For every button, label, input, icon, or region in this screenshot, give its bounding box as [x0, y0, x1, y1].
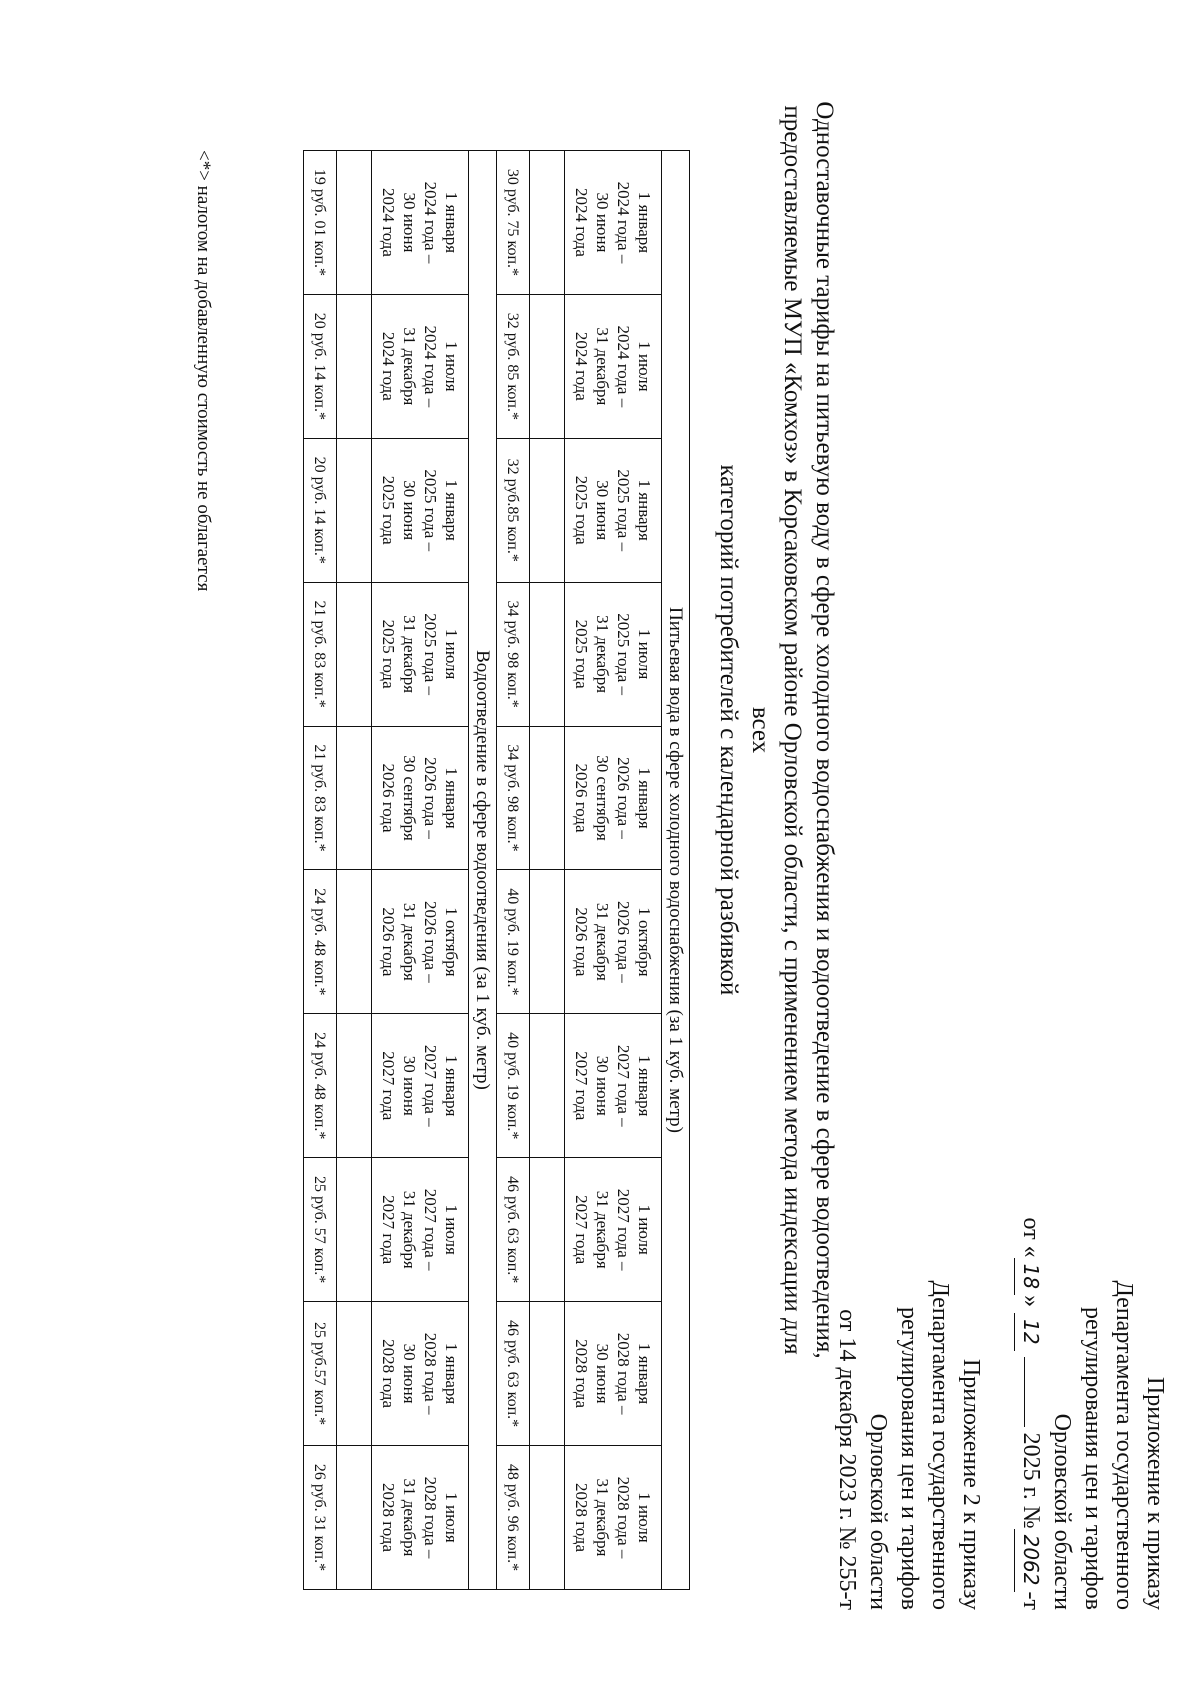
- date-suffix: 2025 г. №: [1018, 1432, 1044, 1529]
- water-price-cell: 34 руб. 98 коп.*: [497, 726, 530, 870]
- spacer-cell: [337, 1158, 372, 1302]
- period-line: 2027 года: [572, 1195, 591, 1265]
- period-line: 30 июня: [400, 480, 419, 541]
- period-line: 30 сентября: [400, 755, 419, 841]
- spacer-cell: [337, 582, 372, 726]
- period-line: 2028 года –: [421, 1476, 440, 1559]
- rotated-content: [30, 30, 1170, 1610]
- period-line: 31 декабря: [400, 327, 419, 406]
- sewer-section-header: Водоотведение в сфере водоотведения (за 1 куб. метр): [469, 151, 497, 1590]
- period-line: 30 июня: [593, 1343, 612, 1404]
- water-period-row: [565, 151, 662, 1590]
- period-line: 30 июня: [593, 1055, 612, 1116]
- period-line: 2025 года: [572, 475, 591, 545]
- sewer-price-cell: 25 руб. 57 коп.*: [304, 1158, 337, 1302]
- period-line: 30 июня: [400, 1343, 419, 1404]
- period-line: 31 декабря: [400, 1478, 419, 1557]
- date-blank-line: [1024, 1357, 1025, 1427]
- period-line: 1 октября: [635, 907, 654, 977]
- spacer-cell: [530, 870, 565, 1014]
- spacer-cell: [337, 151, 372, 295]
- footnote: <*> налогом на добавленную стоимость не облагается: [193, 150, 214, 592]
- appendix-current-line1: Приложение к приказу: [1142, 1376, 1168, 1610]
- document-title: [712, 100, 840, 1360]
- period-line: 31 декабря: [593, 1478, 612, 1557]
- period-line: 30 июня: [400, 1055, 419, 1116]
- sewer-price-cell: 20 руб. 14 коп.*: [304, 294, 337, 438]
- sewer-period-spacer: [337, 151, 372, 1590]
- water-price-cell: 40 руб. 19 коп.*: [497, 870, 530, 1014]
- water-price-cell: 30 руб. 75 коп.*: [497, 151, 530, 295]
- water-section-header: Питьевая вода в сфере холодного водоснабжения (за 1 куб. метр): [662, 151, 690, 1590]
- period-line: 1 января: [635, 191, 654, 254]
- handwritten-day: 18: [1014, 1258, 1046, 1295]
- appendix-current-line2: Департамента государственного: [1111, 1280, 1137, 1610]
- sewer-period-cell: [372, 1158, 469, 1302]
- water-period-cell: [565, 726, 662, 870]
- water-period-cell: [565, 870, 662, 1014]
- appendix-prev-line5: от 14 декабря 2023 г. № 255-т: [834, 1309, 860, 1610]
- period-line: 31 декабря: [400, 902, 419, 981]
- period-line: 2024 года –: [421, 325, 440, 408]
- spacer-cell: [530, 1446, 565, 1590]
- title-line1: Одноставочные тарифы на питьевую воду в сфере холодного водоснабжения и водоотведение в сфере водоотведения,: [811, 101, 838, 1359]
- period-line: 2024 года: [572, 331, 591, 401]
- spacer-cell: [530, 726, 565, 870]
- sewer-price-row: [304, 151, 337, 1590]
- spacer-cell: [530, 1302, 565, 1446]
- sewer-period-cell: [372, 870, 469, 1014]
- appendix-prev-line4: Орловской области: [865, 1413, 891, 1610]
- period-line: 2027 года –: [614, 1188, 633, 1271]
- period-line: 1 января: [442, 1342, 461, 1405]
- period-line: 30 июня: [593, 480, 612, 541]
- water-price-row: [497, 151, 530, 1590]
- sewer-price-cell: 20 руб. 14 коп.*: [304, 438, 337, 582]
- water-period-cell: [565, 1014, 662, 1158]
- period-line: 1 июля: [442, 628, 461, 680]
- spacer-cell: [337, 294, 372, 438]
- period-line: 2028 года –: [421, 1332, 440, 1415]
- appendix-current-date: [1014, 1050, 1046, 1610]
- period-line: 1 января: [635, 479, 654, 541]
- period-line: 1 октября: [442, 907, 461, 977]
- period-line: 31 декабря: [593, 902, 612, 981]
- period-line: 2028 года: [572, 1339, 591, 1409]
- period-line: 1 июля: [442, 1204, 461, 1255]
- period-line: 2027 года: [379, 1195, 398, 1265]
- appendix-headers: [831, 1050, 1170, 1610]
- period-line: 2027 года: [379, 1051, 398, 1121]
- period-line: 1 января: [635, 1342, 654, 1405]
- sewer-period-cell: [372, 726, 469, 870]
- sewer-period-cell: [372, 1302, 469, 1446]
- period-line: 1 июля: [635, 1204, 654, 1255]
- period-line: 30 сентября: [593, 755, 612, 841]
- water-price-cell: 34 руб. 98 коп.*: [497, 582, 530, 726]
- period-line: 2024 года: [379, 331, 398, 401]
- period-line: 2028 года –: [614, 1332, 633, 1415]
- period-line: 30 июня: [400, 192, 419, 253]
- sewer-period-cell: [372, 151, 469, 295]
- period-line: 2025 года –: [421, 613, 440, 695]
- sewer-price-cell: 25 руб.57 коп.*: [304, 1302, 337, 1446]
- water-period-cell: [565, 294, 662, 438]
- spacer-cell: [337, 1446, 372, 1590]
- period-line: 2028 года: [379, 1483, 398, 1553]
- spacer-cell: [337, 1014, 372, 1158]
- water-period-cell: [565, 1446, 662, 1590]
- period-line: 2024 года: [379, 187, 398, 257]
- period-line: 2026 года: [379, 763, 398, 833]
- sewer-price-cell: 26 руб. 31 коп.*: [304, 1446, 337, 1590]
- spacer-cell: [337, 438, 372, 582]
- period-line: 31 декабря: [400, 615, 419, 694]
- sewer-price-cell: 24 руб. 48 коп.*: [304, 1014, 337, 1158]
- appendix-current-line3: регулирования цен и тарифов: [1080, 1307, 1106, 1610]
- spacer-cell: [337, 726, 372, 870]
- period-line: 31 декабря: [593, 1190, 612, 1269]
- period-line: 2025 года –: [614, 613, 633, 695]
- period-line: 1 января: [442, 1055, 461, 1117]
- period-line: 2026 года –: [614, 901, 633, 983]
- spacer-cell: [337, 870, 372, 1014]
- period-line: 2027 года: [572, 1051, 591, 1121]
- sewer-period-cell: [372, 582, 469, 726]
- period-line: 2027 года –: [421, 1044, 440, 1127]
- period-line: 31 декабря: [593, 327, 612, 406]
- title-line2: предоставляемые МУП «Комхоз» в Корсаковском районе Орловской области, с применением метода индексации для всех: [747, 105, 806, 1355]
- period-line: 2027 года –: [614, 1044, 633, 1127]
- period-line: 2024 года: [572, 187, 591, 257]
- spacer-cell: [530, 151, 565, 295]
- period-line: 2024 года –: [614, 181, 633, 264]
- sewer-price-cell: 21 руб. 83 коп.*: [304, 726, 337, 870]
- sewer-price-cell: 24 руб. 48 коп.*: [304, 870, 337, 1014]
- period-line: 2026 года –: [421, 757, 440, 839]
- water-period-cell: [565, 1302, 662, 1446]
- sewer-price-cell: 21 руб. 83 коп.*: [304, 582, 337, 726]
- sewer-period-cell: [372, 438, 469, 582]
- water-period-cell: [565, 438, 662, 582]
- appendix-current-line4: Орловской области: [1049, 1413, 1075, 1610]
- period-line: 1 июля: [442, 1492, 461, 1543]
- water-section-header-row: [662, 151, 690, 1590]
- handwritten-month: 12: [1014, 1313, 1046, 1350]
- period-line: 1 января: [635, 1055, 654, 1117]
- water-period-spacer: [530, 151, 565, 1590]
- sewer-period-cell: [372, 294, 469, 438]
- water-period-cell: [565, 151, 662, 295]
- spacer-cell: [530, 582, 565, 726]
- water-price-cell: 48 руб. 96 коп.*: [497, 1446, 530, 1590]
- period-line: 2028 года: [379, 1339, 398, 1409]
- appendix-prev-line3: регулирования цен и тарифов: [896, 1307, 922, 1610]
- sewer-period-row: [372, 151, 469, 1590]
- period-line: 31 декабря: [400, 1190, 419, 1269]
- period-line: 2026 года –: [421, 901, 440, 983]
- period-line: 30 июня: [593, 192, 612, 253]
- appendix-prev: [831, 1050, 986, 1610]
- appendix-prev-line2: Департамента государственного: [927, 1280, 953, 1610]
- water-period-cell: [565, 582, 662, 726]
- period-line: 2026 года –: [614, 757, 633, 839]
- appendix-prev-line1: Приложение 2 к приказу: [958, 1358, 984, 1610]
- period-line: 2024 года –: [614, 325, 633, 408]
- period-line: 1 января: [442, 767, 461, 829]
- water-period-cell: [565, 1158, 662, 1302]
- period-line: 2026 года: [572, 763, 591, 833]
- period-line: 2026 года: [572, 907, 591, 977]
- spacer-cell: [530, 1014, 565, 1158]
- date-mid: »: [1018, 1295, 1044, 1308]
- period-line: 1 января: [635, 767, 654, 829]
- period-line: 2025 года: [379, 475, 398, 545]
- water-price-cell: 32 руб. 85 коп.*: [497, 294, 530, 438]
- spacer-cell: [337, 1302, 372, 1446]
- spacer-cell: [530, 294, 565, 438]
- period-line: 2026 года: [379, 907, 398, 977]
- water-price-cell: 40 руб. 19 коп.*: [497, 1014, 530, 1158]
- title-line3: категорий потребителей с календарной разбивкой: [715, 464, 742, 996]
- water-price-cell: 46 руб. 63 коп.*: [497, 1158, 530, 1302]
- period-line: 2025 года: [572, 619, 591, 689]
- period-line: 2028 года: [572, 1483, 591, 1553]
- spacer-cell: [530, 438, 565, 582]
- period-line: 31 декабря: [593, 615, 612, 694]
- period-line: 1 января: [442, 479, 461, 541]
- sewer-period-cell: [372, 1014, 469, 1158]
- period-line: 1 июля: [635, 341, 654, 392]
- period-line: 2024 года –: [421, 181, 440, 264]
- period-line: 2027 года –: [421, 1188, 440, 1271]
- period-line: 1 июля: [635, 1492, 654, 1543]
- handwritten-number: 2062: [1014, 1529, 1046, 1592]
- tariff-table-body: [304, 151, 690, 1590]
- sewer-period-cell: [372, 1446, 469, 1590]
- water-price-cell: 46 руб. 63 коп.*: [497, 1302, 530, 1446]
- sewer-price-cell: 19 руб. 01 коп.*: [304, 151, 337, 295]
- sewer-section-header-row: [469, 151, 497, 1590]
- tariff-table: [303, 150, 690, 1590]
- period-line: 1 июля: [635, 628, 654, 680]
- period-line: 1 января: [442, 191, 461, 254]
- period-line: 2028 года –: [614, 1476, 633, 1559]
- period-line: 2025 года: [379, 619, 398, 689]
- appendix-current: [1014, 1050, 1170, 1610]
- period-line: 1 июля: [442, 341, 461, 392]
- number-suffix: -т: [1018, 1591, 1044, 1610]
- date-prefix: от «: [1018, 1217, 1044, 1258]
- water-price-cell: 32 руб.85 коп.*: [497, 438, 530, 582]
- period-line: 2025 года –: [421, 469, 440, 552]
- period-line: 2025 года –: [614, 469, 633, 552]
- spacer-cell: [530, 1158, 565, 1302]
